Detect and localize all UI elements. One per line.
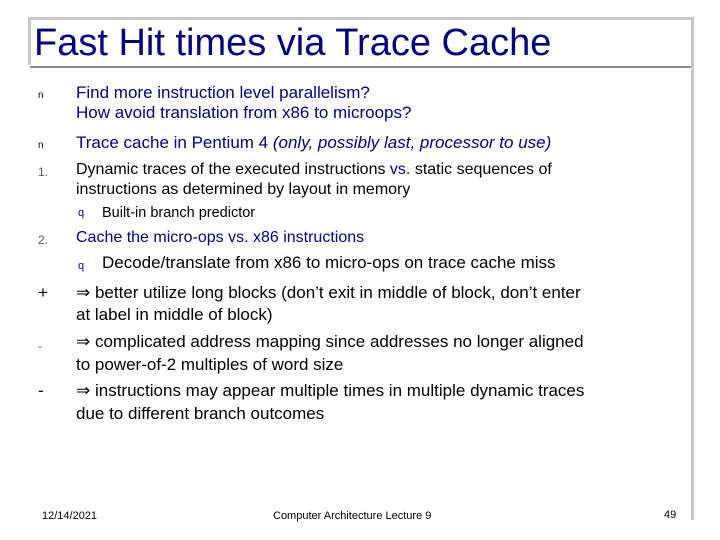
bullet-text-1b: How avoid translation from x86 to microops?	[76, 103, 412, 122]
sub-bullet-marker-1: q	[78, 207, 85, 219]
bullet-marker-1: n	[38, 90, 44, 101]
con-2-line-2: due to different branch outcomes	[76, 404, 325, 423]
numbered-marker-1: 1.	[38, 165, 49, 179]
numbered-item-1-text2: static sequences of	[410, 161, 552, 178]
numbered-item-1-line2: instructions as determined by layout in memory	[76, 181, 411, 198]
con-2-line-1: ⇒ instructions may appear multiple times in multiple dynamic traces	[76, 381, 585, 400]
numbered-item-1-text: Dynamic traces of the executed instructions	[76, 161, 390, 178]
numbered-marker-2: 2.	[38, 233, 49, 247]
con-marker-2: -	[38, 381, 44, 400]
frame-top-border	[28, 17, 694, 20]
numbered-item-1-vs: vs.	[389, 161, 411, 178]
footer-course: Computer Architecture Lecture 9	[273, 510, 432, 522]
footer-page-number: 49	[664, 509, 677, 521]
bullet-text-2	[76, 133, 551, 153]
bullet-text-2-italic: (only, possibly last, processor to use)	[272, 133, 552, 152]
numbered-item-2: Cache the micro-ops vs. x86 instructions	[76, 229, 365, 246]
sub-bullet-1: Built-in branch predictor	[102, 205, 256, 221]
pro-marker: +	[38, 283, 48, 302]
frame-right-border	[691, 17, 694, 520]
con-1-line-1: ⇒ complicated address mapping since addresses no longer aligned	[76, 332, 584, 351]
pro-line-2: at label in middle of block)	[76, 305, 273, 324]
footer-date: 12/14/2021	[42, 510, 98, 522]
bullet-text-2-plain: Trace cache in Pentium 4	[76, 133, 273, 152]
con-marker-1: -	[38, 339, 42, 353]
sub-bullet-marker-2: q	[78, 260, 85, 272]
title-underline	[30, 66, 691, 68]
bullet-marker-2: n	[38, 140, 44, 151]
slide-title: Fast Hit times via Trace Cache	[34, 22, 552, 64]
pro-line-1: ⇒ better utilize long blocks (don’t exit in middle of block, don’t enter	[76, 283, 581, 302]
frame-left-border	[28, 17, 31, 65]
con-1-line-2: to power-of-2 multiples of word size	[76, 355, 344, 374]
bullet-text-1: Find more instruction level parallelism?	[76, 83, 370, 102]
numbered-item-1	[76, 160, 552, 180]
sub-bullet-2: Decode/translate from x86 to micro-ops on trace cache miss	[102, 253, 556, 272]
